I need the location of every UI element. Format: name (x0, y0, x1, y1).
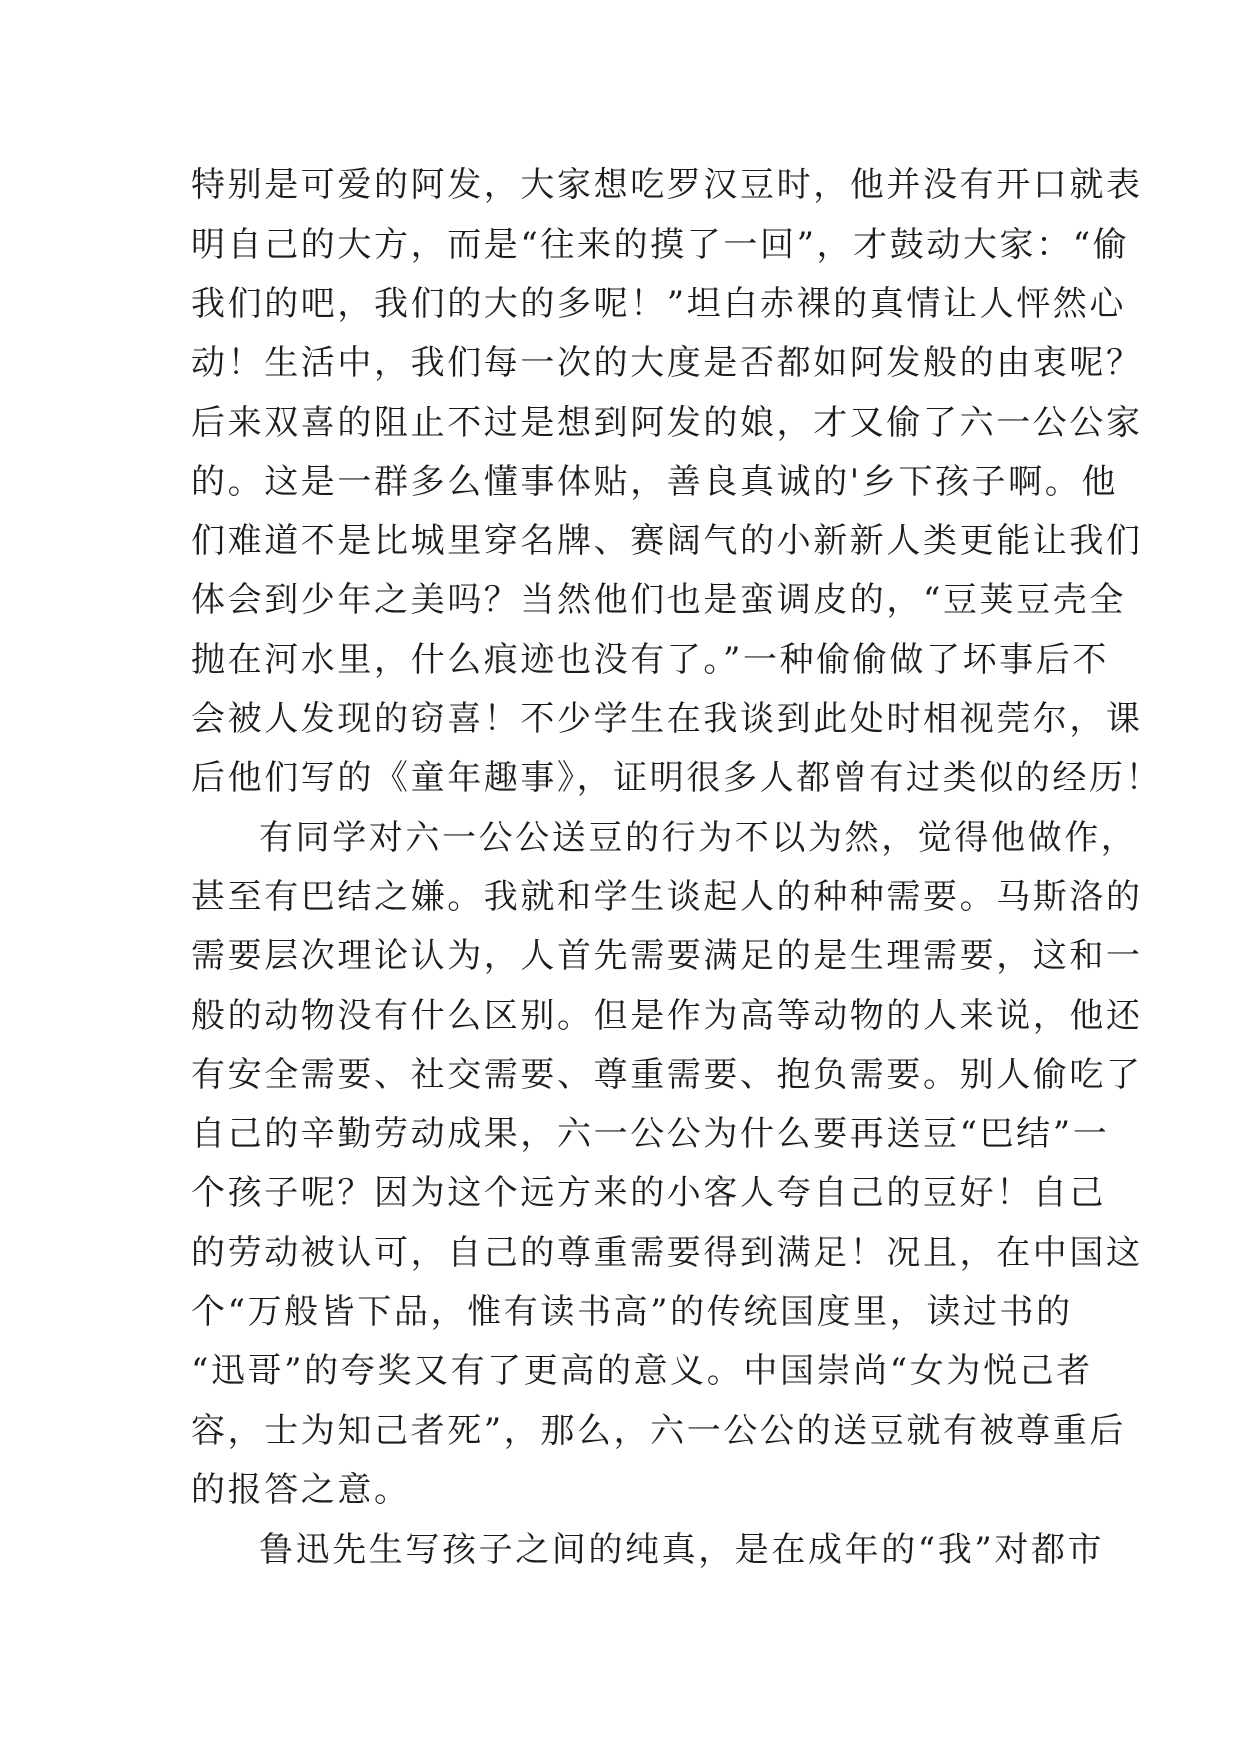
text-line: 体会到少年之美吗？当然他们也是蛮调皮的，“豆荚豆壳全 (191, 580, 1126, 620)
text-line: 后他们写的《童年趣事》，证明很多人都曾有过类似的经历！ (191, 758, 1163, 798)
text-line: 的。这是一群多么懂事体贴，善良真诚的'乡下孩子啊。他 (191, 462, 1118, 502)
text-line: 个“万般皆下品，惟有读书高”的传统国度里，读过书的 (191, 1292, 1073, 1332)
text-line: “迅哥”的夸奖又有了更高的意义。中国崇尚“女为悦己者 (191, 1351, 1093, 1391)
text-line: 后来双喜的阻止不过是想到阿发的娘，才又偷了六一公公家 (191, 403, 1143, 443)
text-line: 我们的吧，我们的大的多呢！”坦白赤裸的真情让人怦然心 (191, 284, 1126, 324)
text-line: 的报答之意。 (191, 1470, 411, 1510)
text-line: 需要层次理论认为，人首先需要满足的是生理需要，这和一 (191, 936, 1143, 976)
text-line: 们难道不是比城里穿名牌、赛阔气的小新新人类更能让我们 (191, 521, 1143, 561)
text-line: 个孩子呢？因为这个远方来的小客人夸自己的豆好！自己 (191, 1173, 1106, 1213)
paragraph-first-line: 鲁迅先生写孩子之间的纯真，是在成年的“我”对都市 (259, 1530, 1105, 1570)
text-line: 自己的辛勤劳动成果，六一公公为什么要再送豆“巴结”一 (191, 1114, 1110, 1154)
paragraph-first-line: 有同学对六一公公送豆的行为不以为然，觉得他做作， (259, 818, 1138, 858)
text-line: 特别是可爱的阿发，大家想吃罗汉豆时，他并没有开口就表 (191, 165, 1143, 205)
text-line: 抛在河水里，什么痕迹也没有了。”一种偷偷做了坏事后不 (191, 640, 1109, 680)
text-line: 般的动物没有什么区别。但是作为高等动物的人来说，他还 (191, 996, 1143, 1036)
text-line: 明自己的大方，而是“往来的摸了一回”，才鼓动大家：“偷 (191, 225, 1130, 265)
text-line: 有安全需要、社交需要、尊重需要、抱负需要。别人偷吃了 (191, 1055, 1143, 1095)
text-line: 动！生活中，我们每一次的大度是否都如阿发般的由衷呢？ (191, 343, 1143, 383)
text-line: 甚至有巴结之嫌。我就和学生谈起人的种种需要。马斯洛的 (191, 877, 1143, 917)
text-line: 会被人发现的窃喜！不少学生在我谈到此处时相视莞尔，课 (191, 699, 1143, 739)
text-line: 容，士为知己者死”，那么，六一公公的送豆就有被尊重后 (191, 1411, 1126, 1451)
text-line: 的劳动被认可，自己的尊重需要得到满足！况且，在中国这 (191, 1233, 1143, 1273)
